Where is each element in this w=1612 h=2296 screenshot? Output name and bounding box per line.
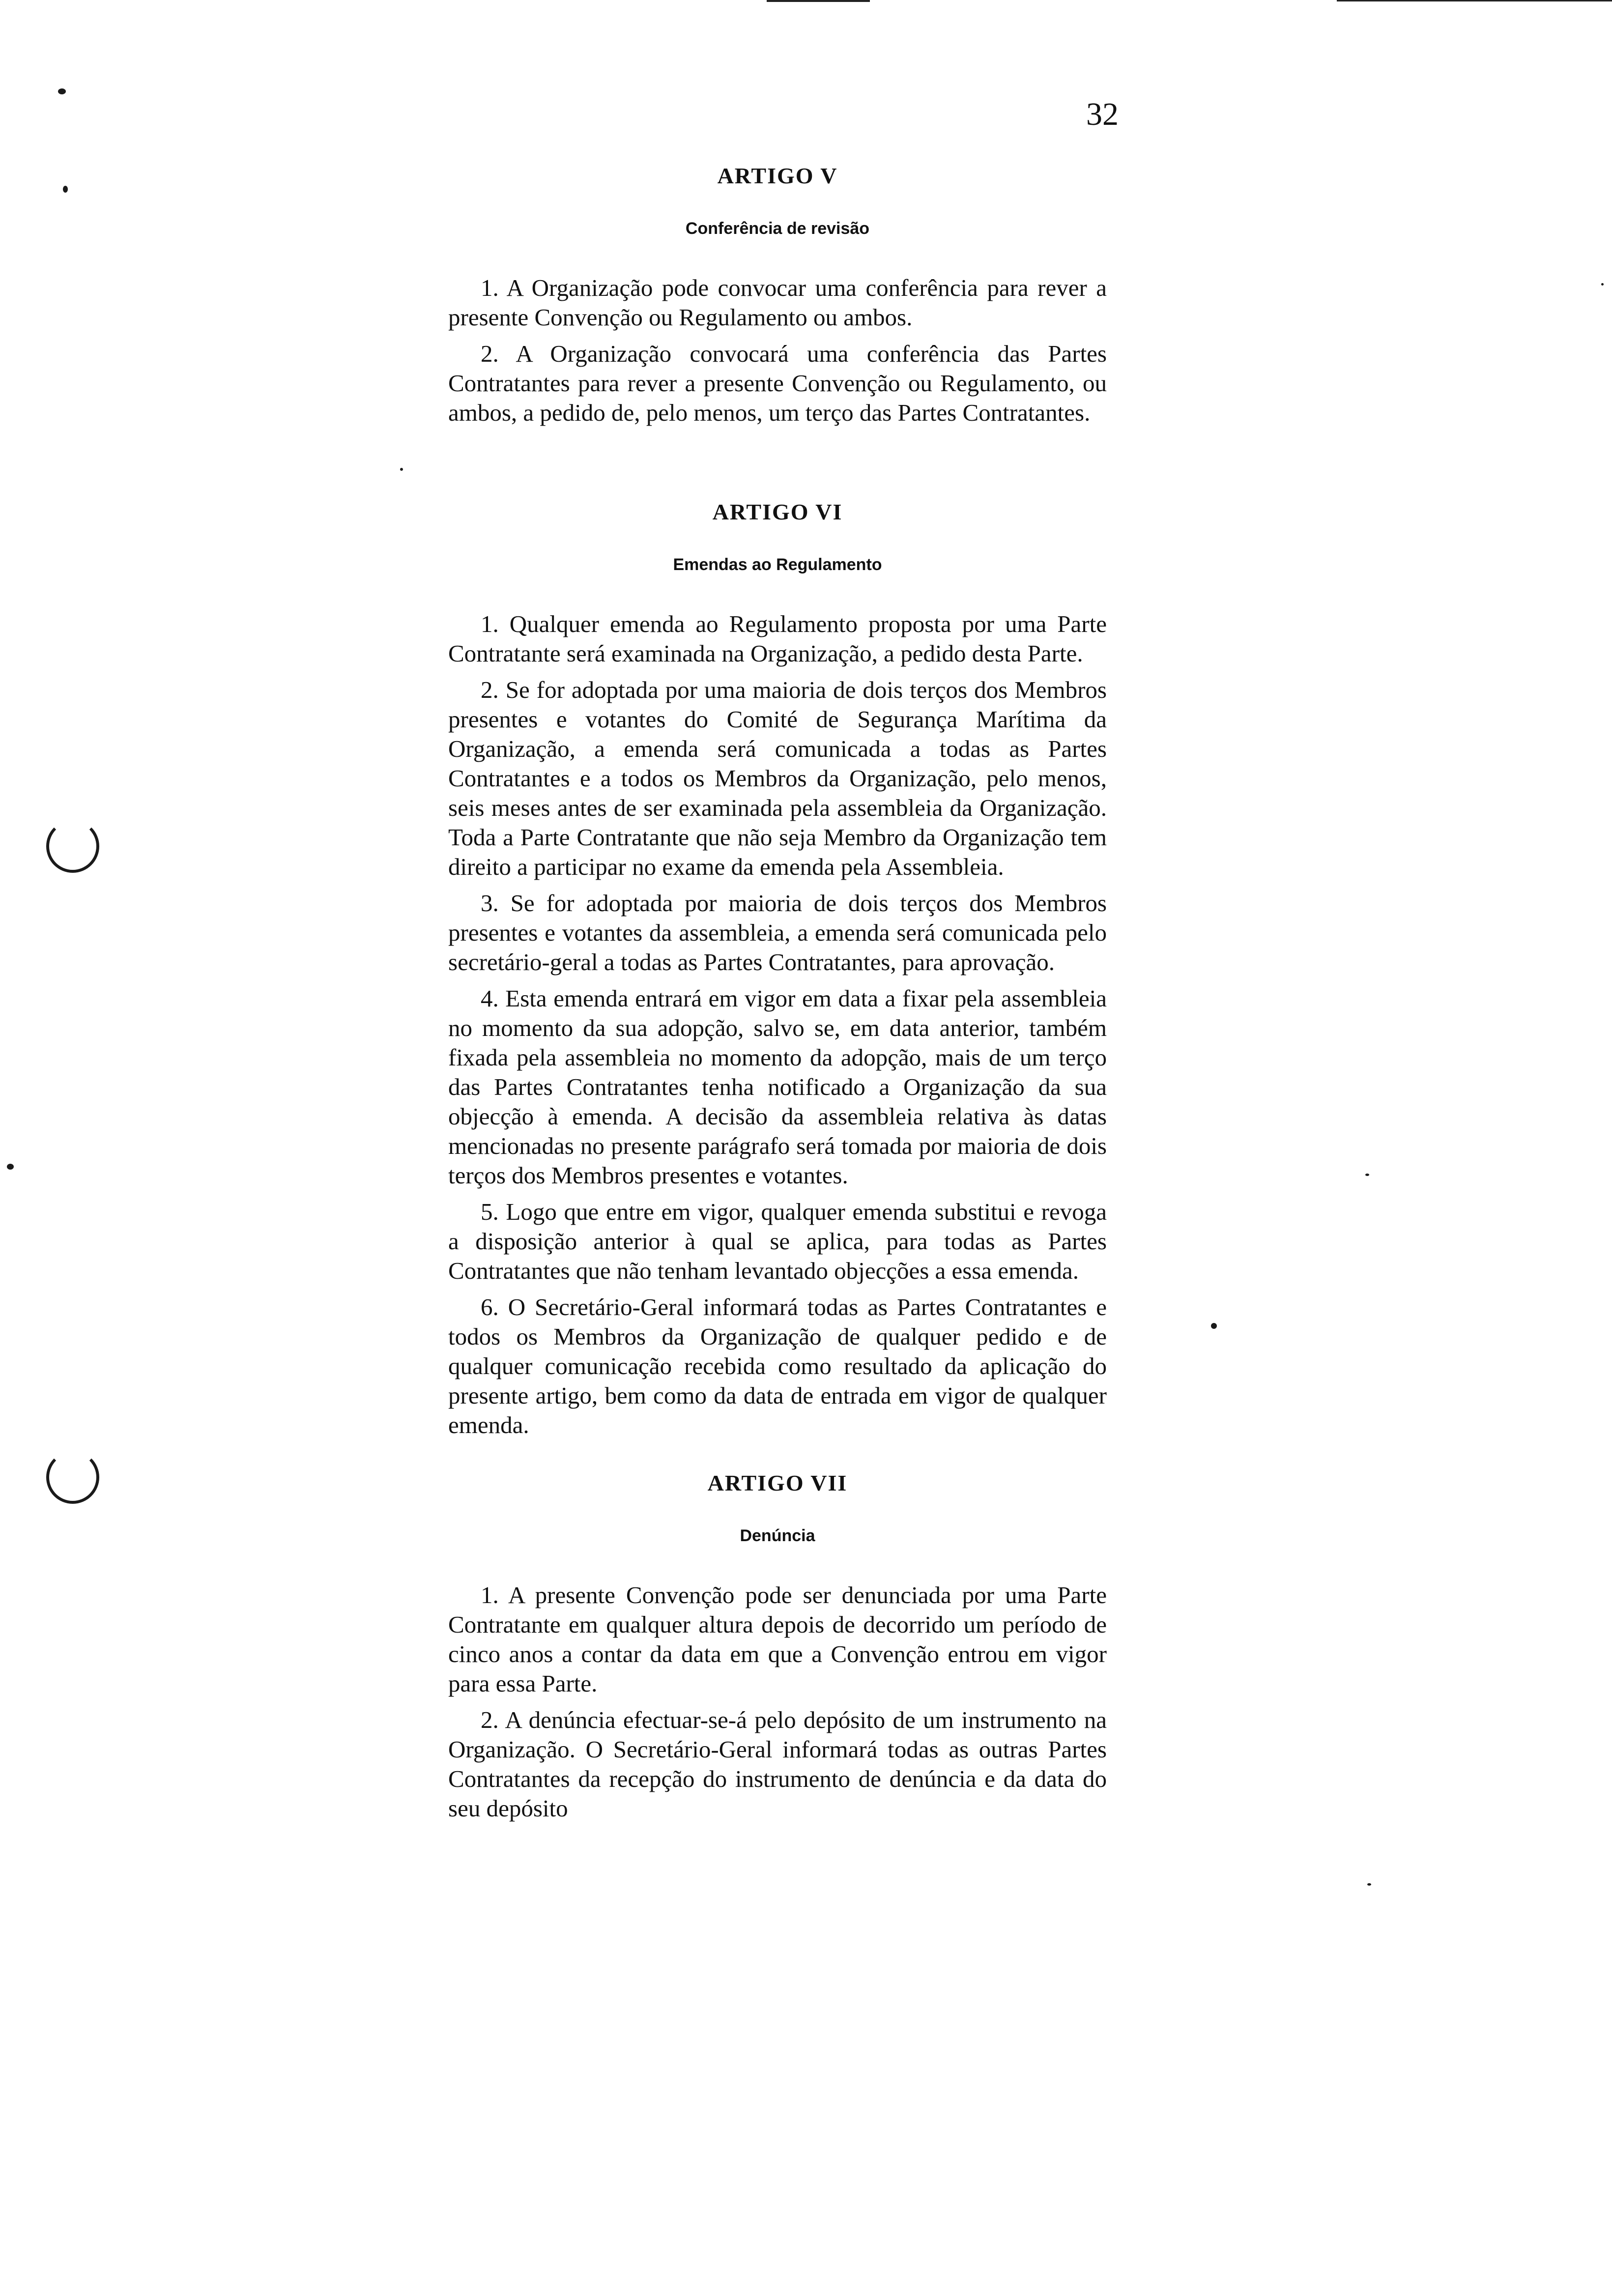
article-vi [448, 498, 1107, 1440]
scan-speck [63, 186, 68, 193]
article-title: ARTIGO VI [712, 499, 843, 524]
scan-speck [7, 1164, 14, 1170]
article-subtitle: Emendas ao Regulamento [673, 555, 882, 574]
page-number: 32 [1086, 96, 1119, 132]
article-subtitle: Conferência de revisão [685, 219, 870, 238]
article-paragraph: 1. A Organização pode convocar uma conferência para rever a presente Convenção ou Regulamento ou ambos. [448, 274, 1107, 331]
text-column [448, 162, 1107, 1830]
article-paragraph: 2. A denúncia efectuar-se-á pelo depósito de um instrumento na Organização. O Secretário-Geral informará todas as outras Partes Contratantes da recepção do instrumento de denúncia e da data do seu depósito [448, 1706, 1107, 1822]
article-paragraph: 2. Se for adoptada por uma maioria de dois terços dos Membros presentes e votantes do Comité de Segurança Marítima da Organização, a emenda será comunicada a todas as Partes Contratantes e a todos os Membros da Organização, pelo menos, seis meses antes de ser examinada pela assembleia da Organização. Toda a Parte Contratante que não seja Membro da Organização tem direito a participar no exame da emenda pela Assembleia. [448, 676, 1107, 880]
article-paragraph: 5. Logo que entre em vigor, qualquer emenda substitui e revoga a disposição anterior à qual se aplica, para todas as Partes Contratantes que não tenham levantado objecções a essa emenda. [448, 1198, 1107, 1284]
scan-speck [1211, 1323, 1217, 1329]
article-paragraph: 4. Esta emenda entrará em vigor em data a fixar pela assembleia no momento da sua adopção, salvo se, em data anterior, também fixada pela assembleia no momento da adopção, mais de um terço das Partes Contratantes tenha notificado a Organização da sua objecção à emenda. A decisão da assembleia relativa às datas mencionadas no presente parágrafo será tomada por maioria de dois terços dos Membros presentes e votantes. [448, 984, 1107, 1189]
section-spacer [448, 434, 1107, 498]
article-title: ARTIGO V [717, 163, 838, 188]
scan-top-edge [1337, 0, 1612, 1]
article-paragraph: 1. A presente Convenção pode ser denunciada por uma Parte Contratante em qualquer altura depois de decorrido um período de cinco anos a contar da data em que a Convenção entrou em vigor para essa Parte. [448, 1581, 1107, 1697]
article-vii [448, 1469, 1107, 1823]
punch-hole-mark [46, 820, 99, 873]
scan-speck [400, 468, 403, 471]
article-title: ARTIGO VII [707, 1470, 848, 1495]
scan-top-line [767, 0, 870, 2]
article-paragraph: 6. O Secretário-Geral informará todas as Partes Contratantes e todos os Membros da Organização de qualquer pedido e de qualquer comunicação recebida como resultado da aplicação do presente artigo, bem como da data de entrada em vigor de qualquer emenda. [448, 1293, 1107, 1438]
scan-speck [1367, 1883, 1371, 1886]
section-spacer [448, 1447, 1107, 1469]
scan-speck [1601, 283, 1604, 286]
scan-speck [1365, 1174, 1369, 1176]
article-paragraph: 2. A Organização convocará uma conferência das Partes Contratantes para rever a presente Convenção ou Regulamento, ou ambos, a pedido de, pelo menos, um terço das Partes Contratantes. [448, 340, 1107, 426]
article-v [448, 162, 1107, 428]
article-paragraph: 3. Se for adoptada por maioria de dois terços dos Membros presentes e votantes da assembleia, a emenda será comunicada pelo secretário-geral a todas as Partes Contratantes, para aprovação. [448, 889, 1107, 976]
article-paragraph: 1. Qualquer emenda ao Regulamento proposta por uma Parte Contratante será examinada na Organização, a pedido desta Parte. [448, 610, 1107, 667]
scan-speck [58, 88, 66, 94]
punch-hole-mark [46, 1451, 99, 1504]
article-subtitle: Denúncia [740, 1526, 815, 1546]
